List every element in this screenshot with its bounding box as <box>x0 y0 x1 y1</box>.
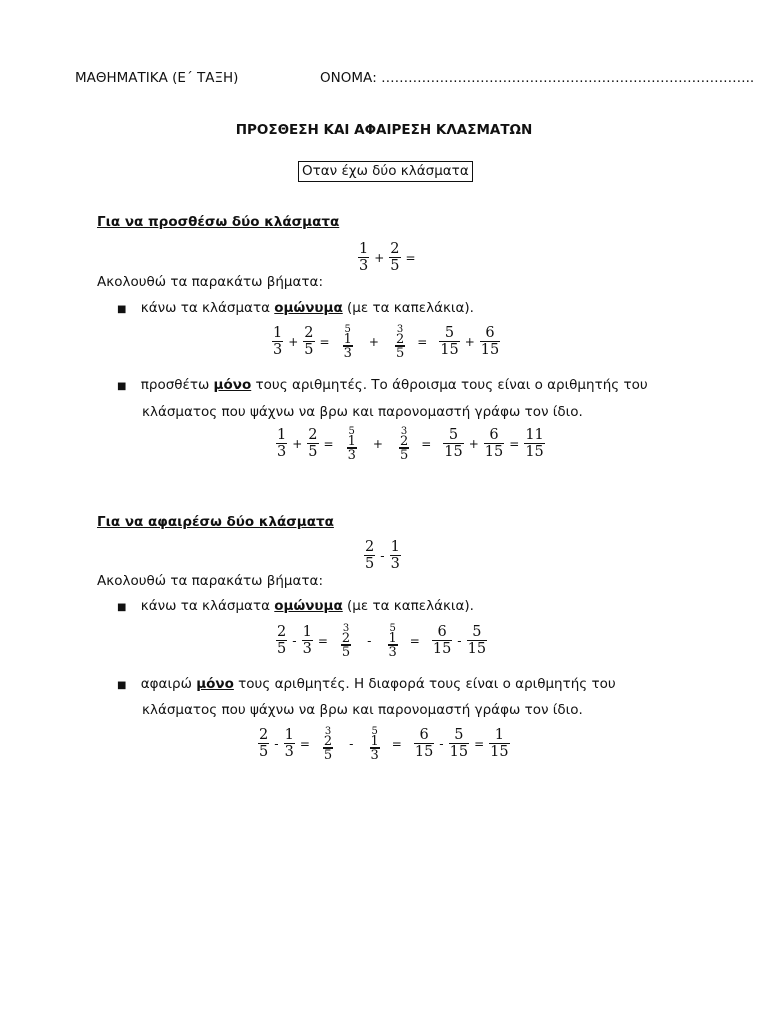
numerator: 6 <box>437 624 447 640</box>
equals-sign: = <box>421 437 432 451</box>
bullet: ■ <box>117 680 127 691</box>
subtraction-equation-1 <box>274 624 489 658</box>
fraction <box>449 728 469 760</box>
numerator: 6 <box>419 727 429 743</box>
denominator: 5 <box>277 641 287 657</box>
denominator: 5 <box>308 444 318 460</box>
hat-multiplier: 5 <box>389 623 396 634</box>
fraction <box>480 326 500 358</box>
numerator: 1 <box>388 631 397 646</box>
denominator: 5 <box>399 448 409 463</box>
fraction <box>432 625 452 657</box>
page-title: ΠΡΟΣΘΕΣΗ ΚΑΙ ΑΦΑΙΡΕΣΗ ΚΛΑΣΜΑΤΩΝ <box>235 122 533 138</box>
hat-multiplier: 3 <box>342 623 350 634</box>
plus-sign: + <box>464 335 475 349</box>
denominator: 15 <box>480 342 500 358</box>
fraction <box>389 242 400 274</box>
fraction <box>439 326 459 358</box>
minus-sign: - <box>274 737 279 751</box>
equals-sign: = <box>417 335 428 349</box>
numerator: 5 <box>454 727 464 743</box>
fraction <box>467 625 487 657</box>
fraction <box>524 428 544 460</box>
numerator: 1 <box>370 734 379 749</box>
hat-fraction <box>388 624 398 658</box>
fraction <box>443 428 463 460</box>
hat-multiplier: 3 <box>396 324 404 335</box>
numerator: 6 <box>489 427 499 443</box>
fraction <box>303 326 314 358</box>
numerator: 1 <box>343 332 352 347</box>
plus-sign: + <box>374 251 385 265</box>
fraction <box>390 540 401 572</box>
denominator: 3 <box>343 346 352 361</box>
denominator: 15 <box>525 444 544 460</box>
denominator: 15 <box>484 444 504 460</box>
denominator: 3 <box>302 641 312 657</box>
addition-heading: Για να προσθέσω δύο κλάσματα <box>97 214 340 230</box>
numerator: 5 <box>444 325 455 341</box>
denominator: 15 <box>432 641 452 657</box>
denominator: 15 <box>449 744 469 760</box>
minus-sign: - <box>367 634 372 648</box>
numerator: 1 <box>302 624 312 640</box>
addition-step1: ■ κάνω τα κλάσματα ομώνυμα (με τα καπελάκια). <box>117 300 474 316</box>
fraction <box>276 428 287 460</box>
numerator: 1 <box>359 241 369 257</box>
equals-sign: = <box>317 634 328 648</box>
subtraction-example <box>362 540 403 572</box>
hat-fraction <box>341 624 351 658</box>
subject-label: ΜΑΘΗΜΑΤΙΚΑ (Ε΄ ΤΑΞΗ) <box>75 70 239 86</box>
minus-sign: - <box>292 634 297 648</box>
equals-sign: = <box>319 335 330 349</box>
equals-sign: = <box>299 737 310 751</box>
subtraction-step2: ■ αφαιρώ μόνο τους αριθμητές. Η διαφορά τους είναι ο αριθμητής του <box>117 676 616 692</box>
bullet: ■ <box>117 304 127 315</box>
subtraction-step1: ■ κάνω τα κλάσματα ομώνυμα (με τα καπελάκια). <box>117 598 474 614</box>
subtraction-step2-line2: κλάσματος που ψάχνω να βρω και παρονομαστή γράφω τον ίδιο. <box>142 702 583 718</box>
numerator: 2 <box>399 434 409 449</box>
denominator: 5 <box>365 556 375 572</box>
equals-sign: = <box>323 437 334 451</box>
subtraction-equation-2 <box>256 727 512 761</box>
equals-sign: = <box>405 251 416 265</box>
hat-fraction <box>347 427 357 461</box>
bullet: ■ <box>117 602 127 613</box>
denominator: 15 <box>440 342 459 358</box>
denominator: 3 <box>284 744 294 760</box>
fraction <box>489 728 509 760</box>
numerator: 1 <box>390 539 400 555</box>
hat-fraction <box>370 727 380 761</box>
numerator: 2 <box>304 325 314 341</box>
denominator: 5 <box>323 748 333 763</box>
numerator: 2 <box>341 631 351 646</box>
numerator: 1 <box>347 434 356 449</box>
hat-multiplier: 5 <box>344 324 351 335</box>
fraction <box>484 428 504 460</box>
addition-example <box>356 242 419 274</box>
numerator: 1 <box>273 325 283 341</box>
hat-fraction <box>395 325 405 359</box>
denominator: 5 <box>390 258 400 274</box>
numerator: 2 <box>390 241 400 257</box>
fraction <box>272 326 283 358</box>
hat-fraction <box>343 325 353 359</box>
numerator: 2 <box>365 539 375 555</box>
bullet: ■ <box>117 381 127 392</box>
addition-steps-intro: Ακολουθώ τα παρακάτω βήματα: <box>97 274 323 290</box>
boxed-note: Οταν έχω δύο κλάσματα <box>298 161 473 182</box>
fraction <box>276 625 287 657</box>
denominator: 15 <box>444 444 463 460</box>
denominator: 3 <box>347 448 356 463</box>
fraction <box>358 242 369 274</box>
addition-step2: ■ προσθέτω μόνο τους αριθμητές. Το άθροισμα τους είναι ο αριθμητής του <box>117 377 648 393</box>
numerator: 1 <box>277 427 287 443</box>
fraction <box>284 728 295 760</box>
numerator: 2 <box>277 624 287 640</box>
plus-sign: + <box>368 335 379 349</box>
denominator: 3 <box>277 444 287 460</box>
hat-multiplier: 3 <box>324 726 332 737</box>
numerator: 2 <box>323 734 333 749</box>
denominator: 15 <box>414 744 434 760</box>
denominator: 5 <box>341 645 351 660</box>
numerator: 2 <box>259 727 269 743</box>
numerator: 2 <box>395 332 405 347</box>
numerator: 5 <box>448 427 459 443</box>
equals-sign: = <box>391 737 402 751</box>
numerator: 1 <box>494 727 504 743</box>
addition-equation-1 <box>270 325 502 359</box>
hat-multiplier: 3 <box>400 426 408 437</box>
denominator: 3 <box>370 748 379 763</box>
hat-multiplier: 5 <box>371 726 378 737</box>
equals-sign: = <box>409 634 420 648</box>
hat-fraction <box>399 427 409 461</box>
hat-multiplier: 5 <box>348 426 355 437</box>
minus-sign: - <box>457 634 462 648</box>
denominator: 3 <box>359 258 369 274</box>
addition-equation-2 <box>274 427 547 461</box>
fraction <box>302 625 313 657</box>
fraction <box>307 428 318 460</box>
addition-step2-line2: κλάσματος που ψάχνω να βρω και παρονομαστή γράφω τον ίδιο. <box>142 404 583 420</box>
denominator: 15 <box>467 641 487 657</box>
name-field-label: ΟΝΟΜΑ: ……………………………………………………………………….. <box>320 70 755 86</box>
minus-sign: - <box>380 549 385 563</box>
numerator: 2 <box>308 427 318 443</box>
denominator: 5 <box>395 346 405 361</box>
plus-sign: + <box>292 437 303 451</box>
fraction <box>364 540 375 572</box>
fraction <box>414 728 434 760</box>
denominator: 15 <box>490 744 509 760</box>
equals-sign: = <box>509 437 520 451</box>
equals-sign: = <box>474 737 485 751</box>
minus-sign: - <box>439 737 444 751</box>
hat-fraction <box>323 727 333 761</box>
numerator: 1 <box>284 727 294 743</box>
plus-sign: + <box>288 335 299 349</box>
denominator: 5 <box>304 342 314 358</box>
denominator: 5 <box>259 744 269 760</box>
denominator: 3 <box>273 342 283 358</box>
numerator: 5 <box>472 624 482 640</box>
subtraction-heading: Για να αφαιρέσω δύο κλάσματα <box>97 514 334 530</box>
numerator: 11 <box>525 427 544 443</box>
subtraction-steps-intro: Ακολουθώ τα παρακάτω βήματα: <box>97 573 323 589</box>
fraction <box>258 728 269 760</box>
plus-sign: + <box>468 437 479 451</box>
minus-sign: - <box>349 737 354 751</box>
denominator: 3 <box>388 645 397 660</box>
plus-sign: + <box>372 437 383 451</box>
denominator: 3 <box>390 556 400 572</box>
numerator: 6 <box>485 325 495 341</box>
